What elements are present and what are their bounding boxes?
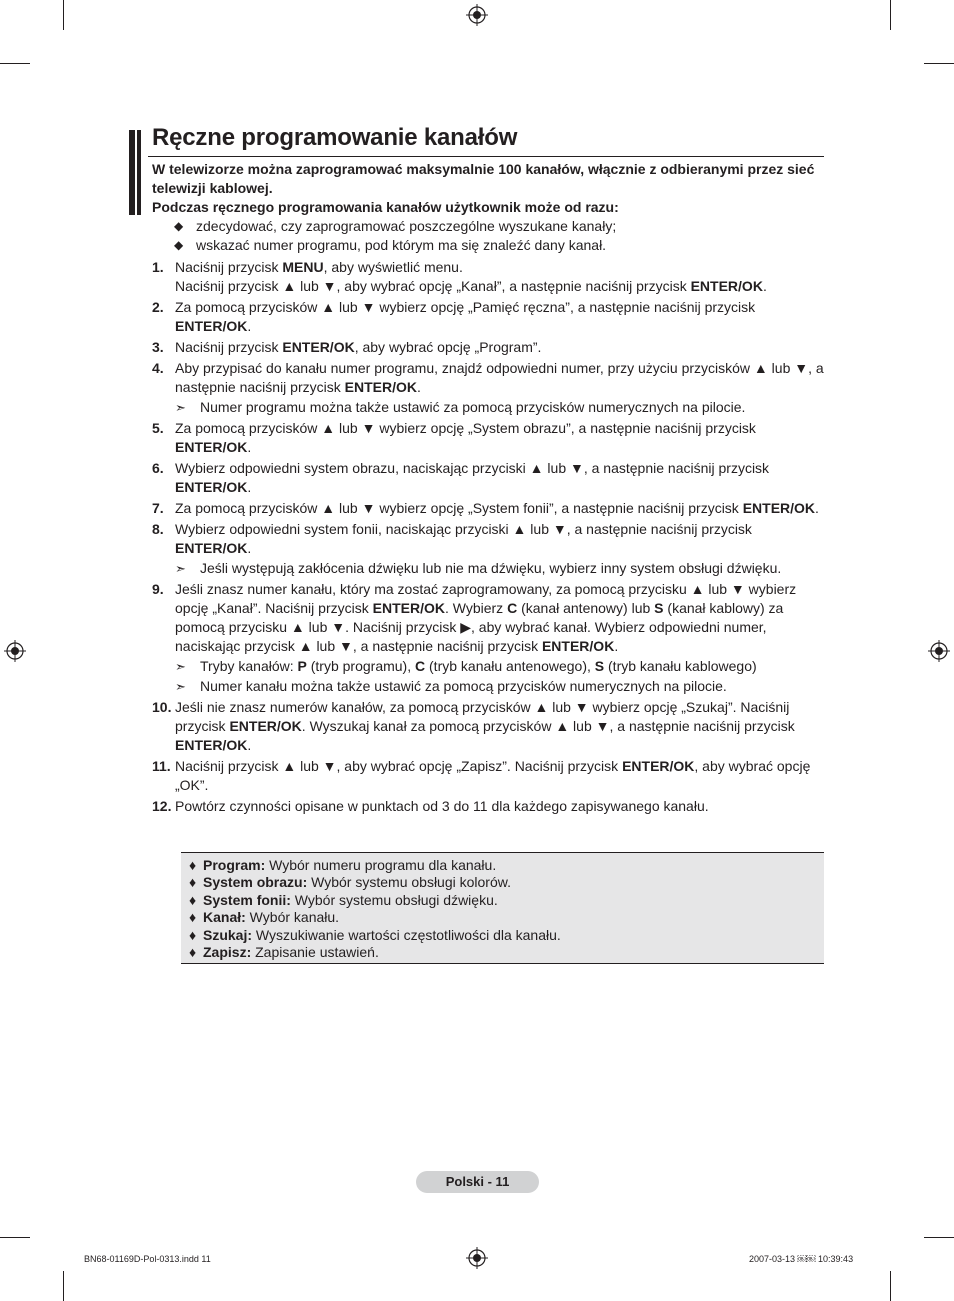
bullet-list [174,217,824,255]
step-item: 2. Za pomocą przycisków ▲ lub ▼ wybierz opcję „Pamięć ręczna”, a następnie naciśnij przycisk ENTER/OK. [152,299,756,334]
step-item: 12. Powtórz czynności opisane w punktach od 3 do 11 dla każdego zapisywanego kanału. [152,798,709,814]
footer-timestamp: 2007-03-13 ￼￼ 10:39:43 [749,1254,854,1264]
diamond-outline-icon: ♦ [189,926,197,943]
crop-mark [890,0,891,30]
diamond-outline-icon: ♦ [189,891,197,908]
step-item: 4. Aby przypisać do kanału numer programu, znajdź odpowiedni numer, przy użyciu przycisków ▲ lub ▼, a następnie naciśnij przycisk ENTER/OK. ➣ Numer programu można także ustawić za pomocą przycisków numerycznych na pilocie. [152,360,824,415]
summary-box [181,852,824,964]
summary-item: ♦ Kanał: Wybór kanału. [189,909,340,926]
crop-mark [63,0,64,30]
registration-mark-icon [4,640,26,662]
list-item: ◆ zdecydować, czy zaprogramować poszczególne wyszukane kanały; [174,218,617,234]
title-accent-bar [137,130,141,215]
step-item: 11. Naciśnij przycisk ▲ lub ▼, aby wybrać opcję „Zapisz”. Naciśnij przycisk ENTER/OK, aby wybrać opcję „OK”. [152,758,811,793]
steps-list [152,258,824,816]
registration-mark-icon [928,640,950,662]
crop-mark [0,1237,30,1238]
footer-file-info: BN68-01169D-Pol-0313.indd 11 [84,1254,211,1264]
crop-mark [924,63,954,64]
intro-text: Podczas ręcznego programowania kanałów użytkownik może od razu: [152,199,619,215]
step-item: 8. Wybierz odpowiedni system fonii, naciskając przyciski ▲ lub ▼, a następnie naciśnij przycisk ENTER/OK. ➣ Jeśli występują zakłócenia dźwięku lub nie ma dźwięku, wybierz inny system obsługi dźwięku. [152,520,824,578]
arrow-note-icon: ➣ [175,561,186,576]
diamond-outline-icon: ♦ [189,874,197,891]
crop-mark [890,1271,891,1301]
arrow-note-icon: ➣ [175,659,186,674]
registration-mark-icon [466,4,488,26]
main-content [152,160,824,818]
registration-mark-icon [466,1247,488,1269]
note: ➣ Numer programu można także ustawić za pomocą przycisków numerycznych na pilocie. [175,399,746,415]
step-item: 6. Wybierz odpowiedni system obrazu, naciskając przyciski ▲ lub ▼, a następnie naciśnij przycisk ENTER/OK. [152,460,770,495]
crop-mark [63,1271,64,1301]
crop-mark [924,1237,954,1238]
page-number-badge: Polski - 11 [416,1171,539,1193]
list-item: ◆ wskazać numer programu, pod którym ma się znaleźć dany kanał. [174,237,607,253]
intro-text: W telewizorze można zaprogramować maksymalnie 100 kanałów, włącznie z odbieranymi przez sieć telewizji kablowej. [152,161,815,196]
crop-mark [0,63,30,64]
diamond-icon: ◆ [174,219,184,233]
page-title: Ręczne programowanie kanałów [152,124,518,151]
summary-item: ♦ Zapisz: Zapisanie ustawień. [189,944,379,961]
diamond-outline-icon: ♦ [189,857,197,873]
arrow-note-icon: ➣ [175,679,186,694]
step-item: 10. Jeśli nie znasz numerów kanałów, za pomocą przycisków ▲ lub ▼ wybierz opcję „Szukaj”. Naciśnij przycisk ENTER/OK. Wyszukaj kanał za pomocą przycisków ▲ lub ▼, a następnie naciśnij przycisk ENTER/OK. [152,699,795,753]
note: ➣ Jeśli występują zakłócenia dźwięku lub nie ma dźwięku, wybierz inny system obsługi dźwięku. [175,560,782,576]
arrow-note-icon: ➣ [175,400,186,415]
step-item: 1. Naciśnij przycisk MENU, aby wyświetlić menu. Naciśnij przycisk ▲ lub ▼, aby wybrać opcję „Kanał”, a następnie naciśnij przycisk ENTER/OK. [152,259,767,294]
diamond-icon: ◆ [174,238,184,252]
step-item: 3. Naciśnij przycisk ENTER/OK, aby wybrać opcję „Program”. [152,339,542,355]
step-item: 5. Za pomocą przycisków ▲ lub ▼ wybierz opcję „System obrazu”, a następnie naciśnij przycisk ENTER/OK. [152,420,756,455]
diamond-outline-icon: ♦ [189,944,197,961]
summary-item: ♦ System obrazu: Wybór systemu obsługi kolorów. [189,874,511,891]
diamond-outline-icon: ♦ [189,909,197,926]
summary-item: ♦ Szukaj: Wyszukiwanie wartości częstotliwości dla kanału. [189,926,561,943]
summary-item: ♦ Program: Wybór numeru programu dla kanału. [189,857,497,873]
step-item: 7. Za pomocą przycisków ▲ lub ▼ wybierz opcję „System fonii”, a następnie naciśnij przycisk ENTER/OK. [152,500,819,516]
note: ➣ Tryby kanałów: P (tryb programu), C (tryb kanału antenowego), S (tryb kanału kablowego) [175,658,757,674]
note: ➣ Numer kanału można także ustawić za pomocą przycisków numerycznych na pilocie. [175,678,727,694]
title-accent-bar [129,130,135,215]
step-item: 9. Jeśli znasz numer kanału, który ma zostać zaprogramowany, za pomocą przycisku ▲ lub ▼ wybierz opcję „Kanał”. Naciśnij przycisk ENTER/OK. Wybierz C (kanał antenowy) lub S (kanał kablowy) za pomocą przycisku ▲ lub ▼. Naciśnij przycisk ▶, aby wybrać kanał. Wybierz odpowiedni numer, naciskając przycisk ▲ lub ▼, a następnie naciśnij przycisk ENTER/OK. ➣ Tryby kanałów: P (tryb programu), C (tryb kanału antenowego), S (tryb kanału kablowego) ➣ Numer kanału można także ustawić za pomocą przycisków numerycznych na pilocie. [152,580,824,696]
summary-item: ♦ System fonii: Wybór systemu obsługi dźwięku. [189,891,498,908]
title-divider [148,156,824,157]
